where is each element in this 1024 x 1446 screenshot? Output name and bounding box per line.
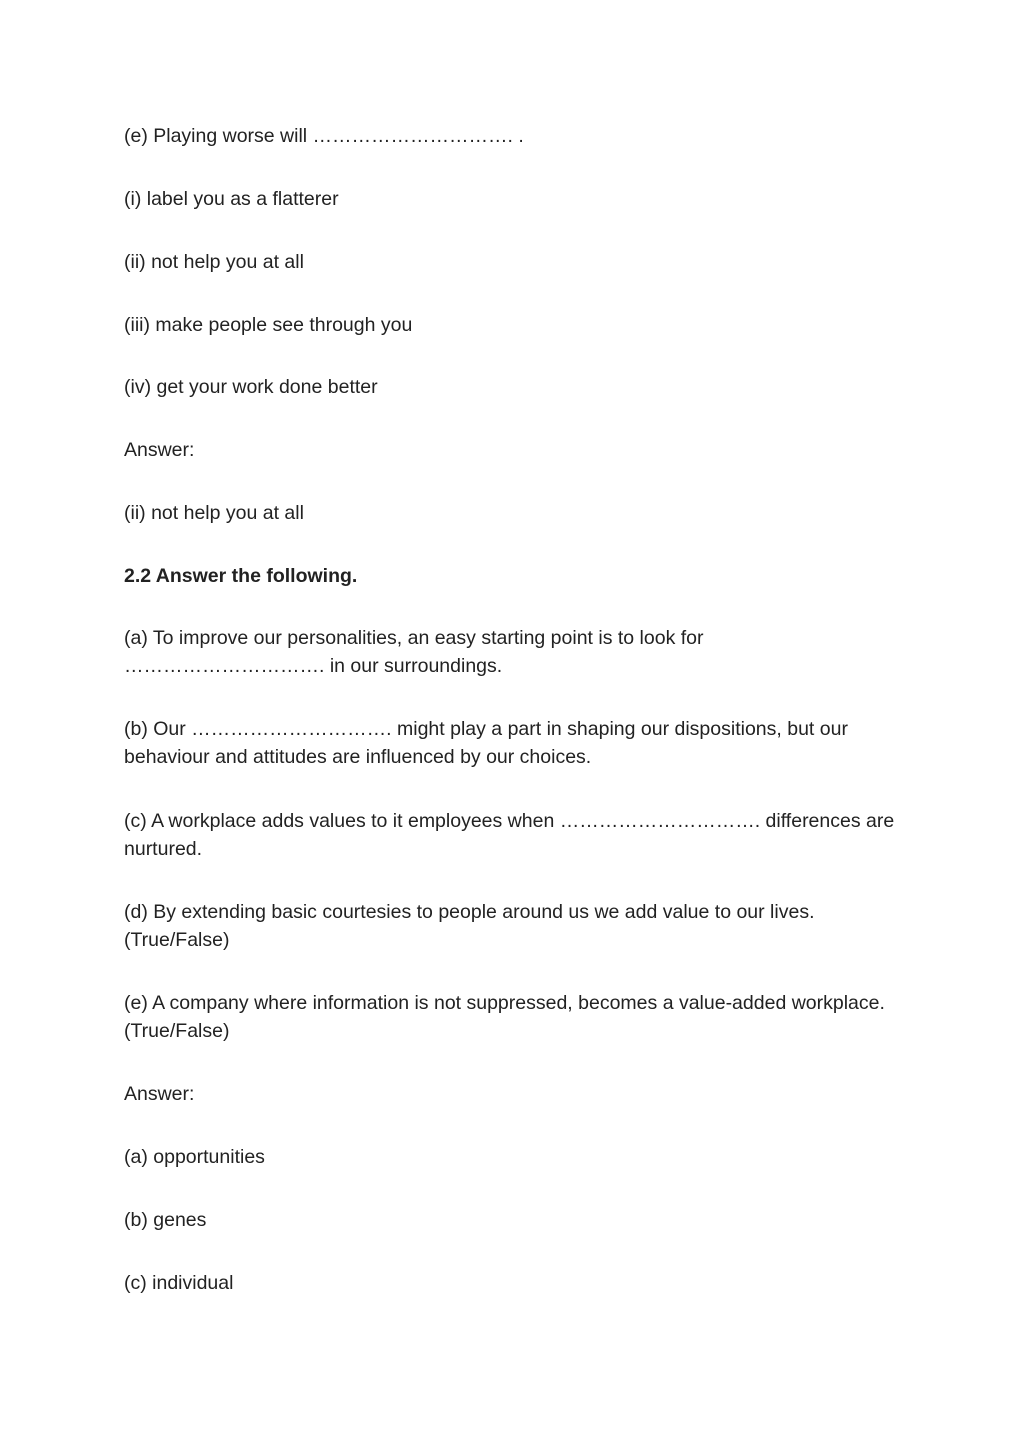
question-d: (d) By extending basic courtesies to people around us we add value to our lives. (True/False) bbox=[124, 901, 815, 951]
answer-b: (b) genes bbox=[124, 1209, 207, 1231]
question-b: (b) Our …………………………. might play a part in shaping our dispositions, but our behaviour and attitudes are influenced by our choices. bbox=[124, 718, 848, 768]
question-e: (e) Playing worse will …………………………. . bbox=[124, 125, 524, 147]
answer-c: (c) individual bbox=[124, 1272, 234, 1294]
question-e2: (e) A company where information is not suppressed, becomes a value-added workplace. (True/False) bbox=[124, 992, 885, 1042]
option-iii: (iii) make people see through you bbox=[124, 314, 413, 336]
answer-label: Answer: bbox=[124, 1083, 195, 1105]
option-iv: (iv) get your work done better bbox=[124, 376, 378, 398]
answer-a: (a) opportunities bbox=[124, 1146, 265, 1168]
question-c: (c) A workplace adds values to it employees when …………………………. differences are nurtured. bbox=[124, 810, 895, 860]
question-a: (a) To improve our personalities, an easy starting point is to look for …………………………. in our surroundings. bbox=[124, 627, 704, 677]
section-heading: 2.2 Answer the following. bbox=[124, 565, 358, 587]
answer-text: (ii) not help you at all bbox=[124, 502, 304, 524]
option-ii: (ii) not help you at all bbox=[124, 251, 304, 273]
answer-label: Answer: bbox=[124, 439, 195, 461]
option-i: (i) label you as a flatterer bbox=[124, 188, 339, 210]
